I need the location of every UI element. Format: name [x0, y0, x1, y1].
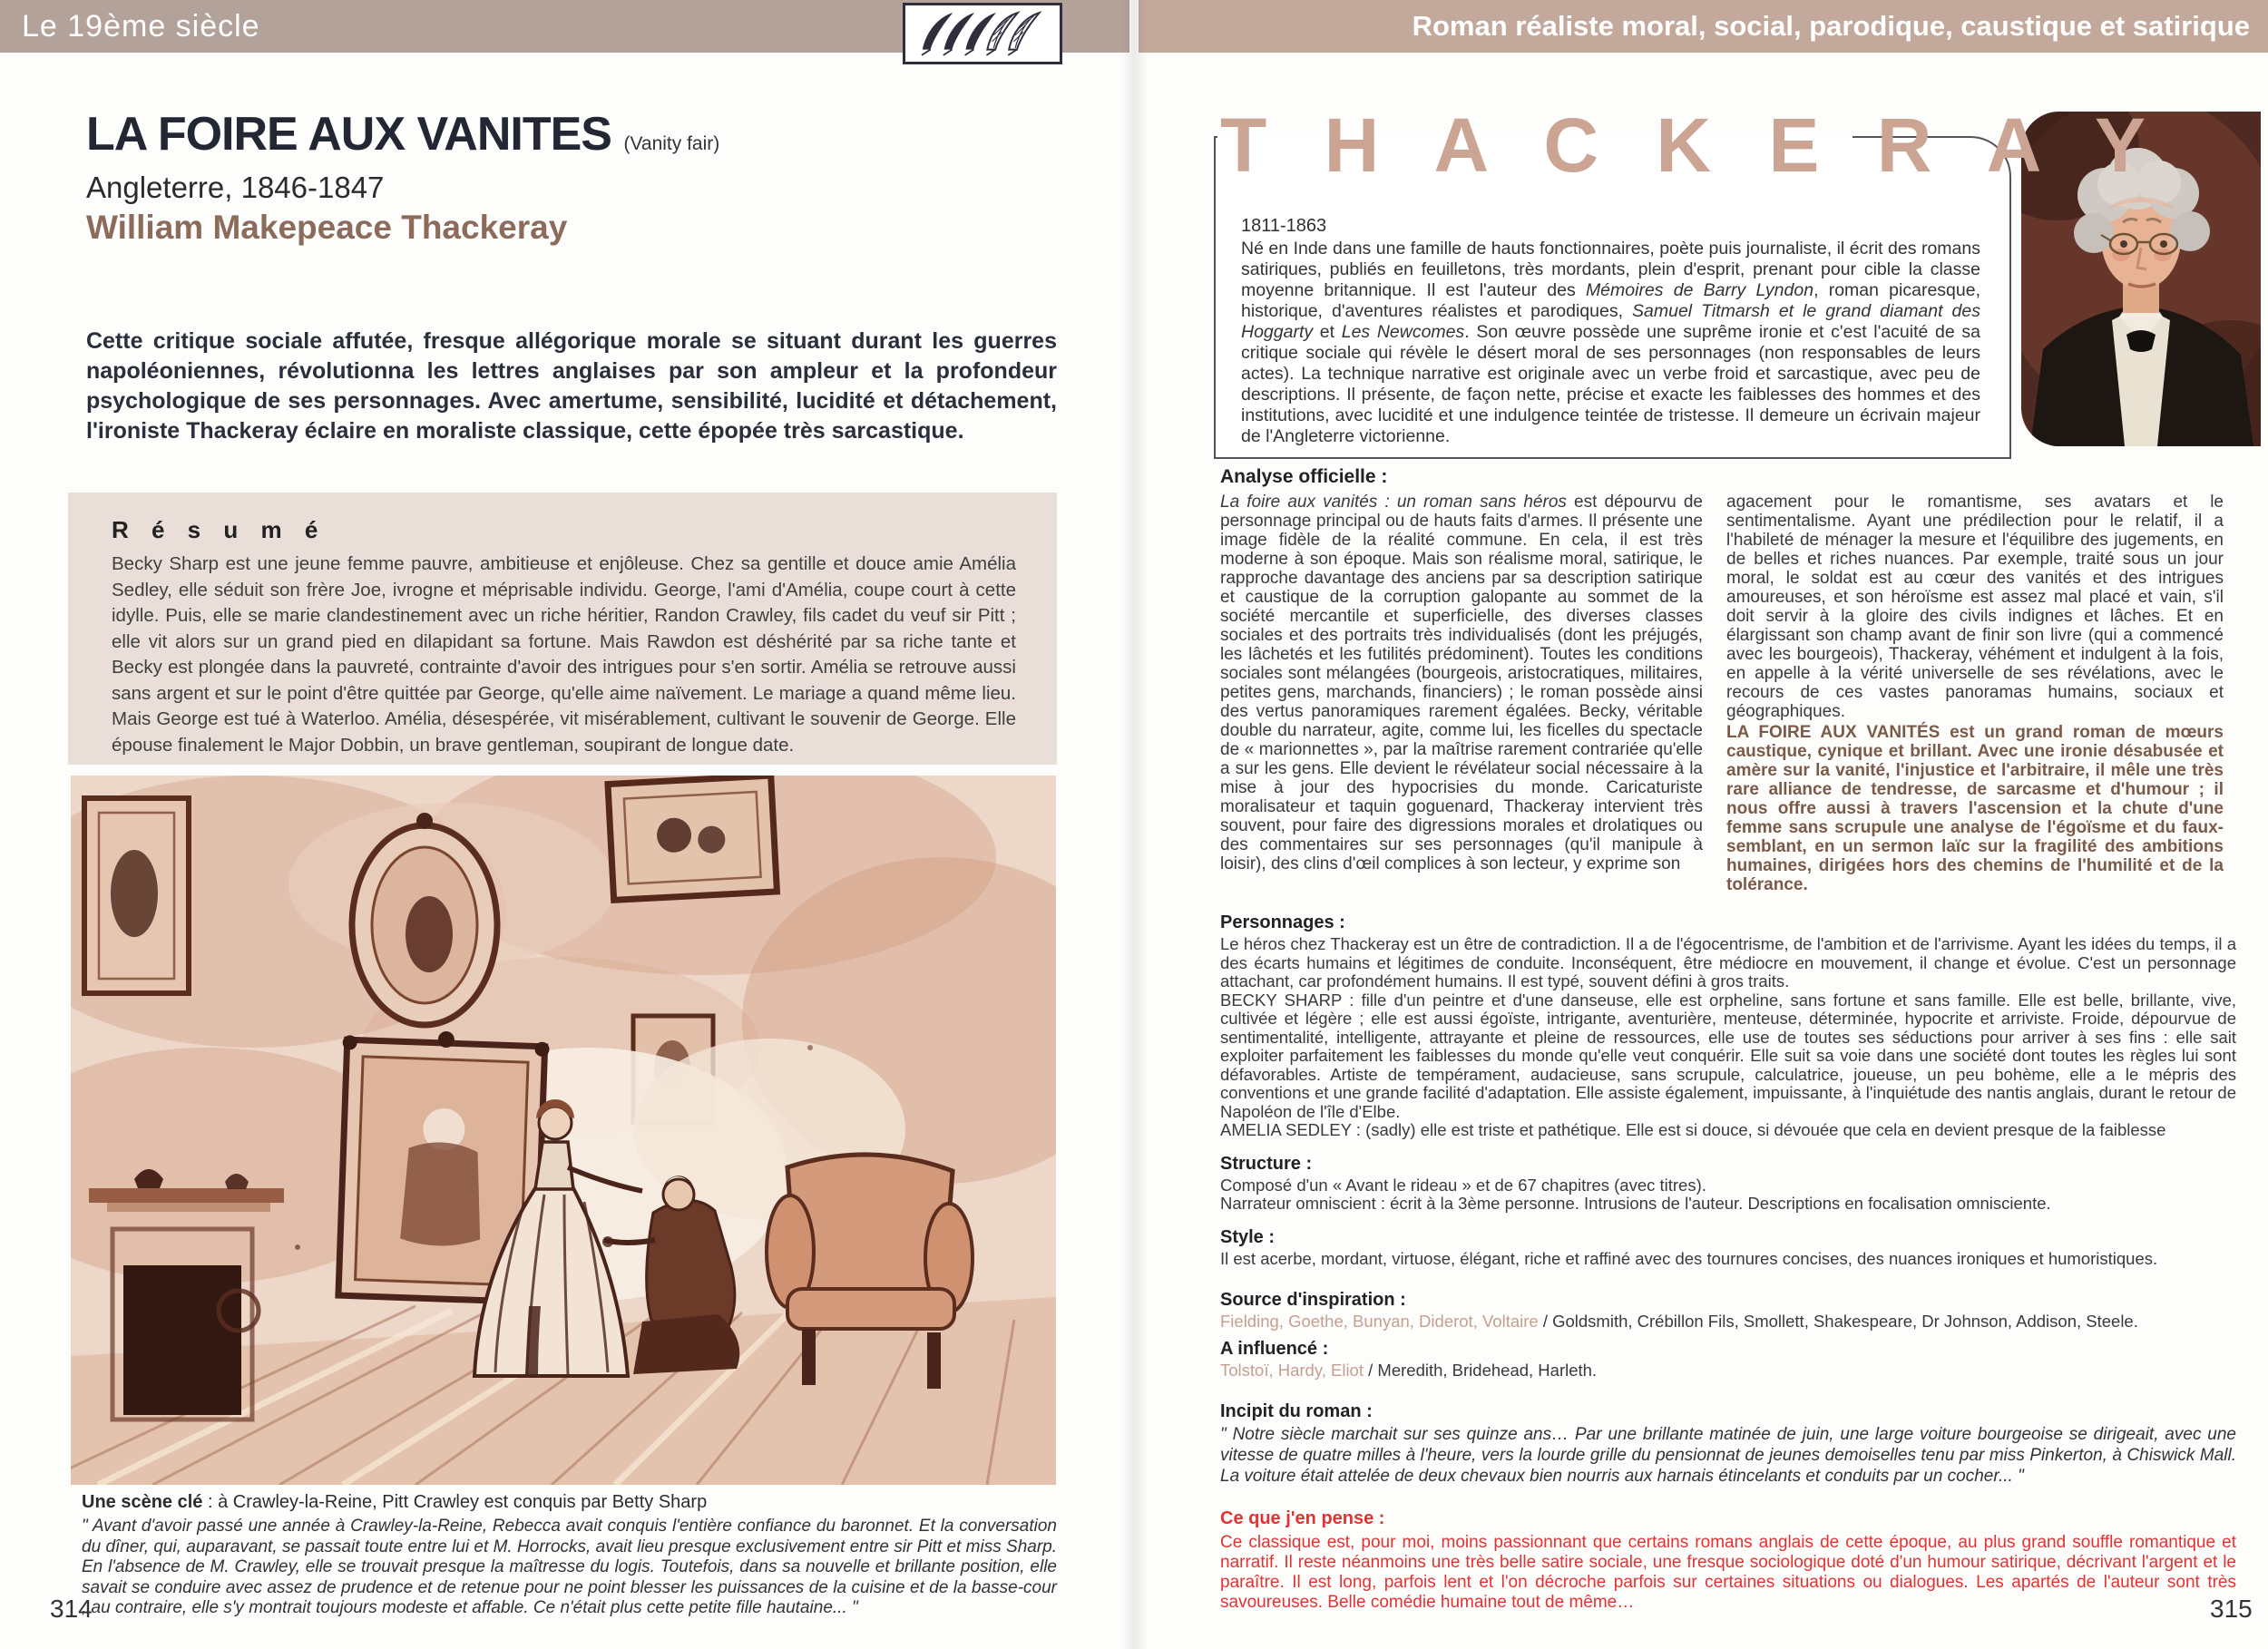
key-scene-caption [82, 1492, 1057, 1513]
characters-heading: Personnages : [1220, 912, 1345, 932]
key-scene-heading: Une scène clé [82, 1492, 203, 1512]
book-title-text: LA FOIRE AUX VANITES [86, 108, 611, 161]
bio-seg: et [1313, 322, 1342, 342]
bio-seg: . Son œuvre possède une suprême ironie et c'est l'acuité de sa critique sociale qui révèle le désert moral de ses personnages (non responsables de leurs actes). La technique narrative est originale avec un verbe froid et sarcastique, avec peu de descriptions. Il présente, de façon nette, précise et exacte les faiblesses des hommes et des institutions, avec lucidité et une indulgence teintée de tristesse. Il demeure un écrivain majeur de l'Angleterre victorienne. [1241, 322, 1980, 446]
intro-paragraph: Cette critique sociale affutée, fresque allégorique morale se situant durant les guerres napoléoniennes, révolutionna les lettres anglaises par son ampleur et la profondeur psychologique de ses personnages. Avec amertume, sensibilité, lucidité et détachement, l'ironiste Thackeray éclaire en moraliste classique, cette épopée très sarcastique. [86, 328, 1057, 444]
opinion-heading: Ce que j'en pense : [1220, 1508, 1385, 1528]
structure-line1: Composé d'un « Avant le rideau » et de 67 chapitres (avec titres). [1220, 1175, 1706, 1195]
biography-text [1241, 239, 1980, 447]
bio-title-italic: Mémoires de Barry Lyndon [1585, 280, 1814, 300]
influence-section [1220, 1339, 2236, 1381]
analysis-column-left [1220, 493, 1703, 873]
incipit-text: " Notre siècle marchait sur ses quinze ans… Par une brillante matinée de juin, une large voiture bourgeoise se dirigeait, avec une vitesse de quatre milles à l'heure, vers la lourde grille du pensionnat de jeunes demoiselles tenu par miss Pinkerton, à Chiswick Mall. La voiture était attelée de deux chevaux bien nourris aux harnais étincelants et conduits par un cocher... " [1220, 1425, 2236, 1486]
inspiration-heading: Source d'inspiration : [1220, 1290, 1406, 1310]
incipit-heading: Incipit du roman : [1220, 1401, 1373, 1421]
quill-feathers-logo [903, 3, 1062, 64]
analysis-col2-text: agacement pour le romantisme, ses avatars et le sentimentalisme. Ayant une prédilection pour le relatif, il a l'habileté de ménager la mesure et l'équilibre des jugements, en de belles et riches nuances. Par exemple, traité sous un jour moral, le soldat est au cœur des vanités et des intrigues amoureuses, et son héroïsme est assez mal placé et vain, s'il doit servir à la gloire des civils indignes et lâches. Et en élargissant son champ avant de finir son livre (qui a commencé avec les bourgeois), Thackeray, véhément et indulgent à la fois, en appelle à la vérité universelle de ses révélations, avec le recours de ces vastes panoramas humains, sociaux et géographiques. [1726, 493, 2224, 721]
influence-heading: A influencé : [1220, 1338, 1329, 1359]
biography-content [1241, 216, 1980, 447]
structure-line2: Narrateur omniscient : écrit à la 3ème personne. Intrusions de l'auteur. Descriptions en focalisation omnisciente. [1220, 1194, 2051, 1213]
inspiration-section [1220, 1290, 2236, 1332]
analysis-column-right [1726, 493, 2224, 894]
influence-text [1220, 1361, 2236, 1381]
lower-sections [1220, 912, 2236, 1613]
author-surname-title: T H A C K E R A Y [1220, 102, 2165, 188]
characters-section [1220, 912, 2236, 1140]
style-text: Il est acerbe, mordant, virtuose, élégant, riche et raffiné avec des tournures concises, des nuances ironiques et humoristiques. [1220, 1248, 2158, 1268]
illustration-sketch [71, 776, 1056, 1485]
page-number-right: 315 [2210, 1595, 2253, 1623]
key-scene-subheading: : à Crawley-la-Reine, Pitt Crawley est conquis par Betty Sharp [202, 1492, 708, 1512]
influence-highlight: Tolstoï, Hardy, Eliot [1220, 1360, 1364, 1380]
page-number-left: 314 [50, 1595, 93, 1623]
author-name: William Makepeace Thackeray [86, 209, 568, 246]
resume-heading: R é s u m é [112, 516, 327, 543]
quill-feathers-icon [914, 10, 1051, 57]
style-heading: Style : [1220, 1226, 1276, 1247]
structure-heading: Structure : [1220, 1153, 1313, 1174]
country-dates: Angleterre, 1846-1847 [86, 171, 385, 204]
characters-intro: Le héros chez Thackeray est un être de contradiction. Il a de l'égocentrisme, de l'ambition et de l'arrivisme. Ayant les idées du temps, il a des écarts humains et légitimes de conduite. Inconséquent, être médiocre en mouvement, il change et évolue. C'est un personnage attachant, car profondément humains. Il est typé, souvent défini à gros traits. [1220, 934, 2236, 990]
inspiration-rest: / Goldsmith, Crébillon Fils, Smollett, Shakespeare, Dr Johnson, Addison, Steele. [1538, 1312, 2138, 1331]
bio-seg: Né en Inde dans une famille de hauts fonctionnaires, poète puis journaliste, il écrit des romans satiriques, publiés en feuilletons, très mordants, plein d'esprit, prenant pour cible la classe moyenne britannique. Il est l'auteur des [1241, 239, 1980, 300]
character-becky: BECKY SHARP : fille d'un peintre et d'une danseuse, elle est orpheline, sans fortune et sans famille. Elle est belle, brillante, vive, cultivée et légère ; elle est aussi égoïste, intrigante, aventurière, menteuse, déterminée, hypocrite et arriviste. Froide, dépourvue de sentimentalité, intelligente, attrayante et pleine de ressources, elle use de toutes ses séductions pour arriver à ses fins : elle sait exploiter parfaitement les faiblesses du monde qu'elle veut conquérir. Elle suit sa voie dans une société dont toutes les règles lui sont défavorables. Artiste de tempérament, audacieuse, sans scrupule, calculatrice, joueuse, un peu bohème, elle a le mépris des conventions et une grande facilité d'adaptation. Elle assiste également, impuissante, à l'inquiétude des nantis anglais, durant le retour de Napoléon de l'île d'Elbe. [1220, 990, 2236, 1121]
resume-text: Becky Sharp est une jeune femme pauvre, ambitieuse et enjôleuse. Chez sa gentille et douce amie Amélia Sedley, elle séduit son frère Joe, ivrogne et méprisable individu. George, l'ami d'Amélia, coupe court à cette idylle. Puis, elle se marie clandestinement avec un riche héritier, Randon Crawley, fils cadet du veuf sir Pitt ; elle vit alors sur un grand pied en dilapidant sa fortune. Mais Rawdon est déshérité par sa riche tante et Becky est plongée dans la pauvreté, contrainte d'avoir des intrigues pour s'en sortir. Amélia se retrouve aussi sans argent et sur le point d'être quittée par George, qu'elle aime naïvement. Le mariage a quand même lieu. Mais George est tué à Waterloo. Amélia, désespérée, vit misérablement, cultivant le souvenir de George. Elle épouse finalement le Major Dobbin, un brave gentleman, soupirant de longue date. [112, 553, 1016, 756]
left-header-label: Le 19ème siècle [22, 8, 260, 44]
analysis-col2-bold-text: LA FOIRE AUX VANITÉS est un grand roman de mœurs caustique, cynique et brillant. Avec une ironie désabusée et amère sur la vanité, l'injustice et l'arbitraire, il mêle une très rare alliance de tendresse, de sarcasme et d'humour ; il nous offre aussi à travers l'ascension et la chute d'une femme sans scrupule une analyse de l'égoïsme et du faux-semblant, en un sermon laïc sur la fragilité des ambitions humaines, dirigées hors des chemins de l'humilité et de la tolérance. [1726, 723, 2224, 894]
author-dates: 1811-1863 [1241, 216, 1327, 236]
inspiration-highlight: Fielding, Goethe, Bunyan, Diderot, Voltaire [1220, 1312, 1539, 1331]
book-title-original: (Vanity fair) [623, 133, 720, 154]
influence-rest: / Meredith, Bridehead, Harleth. [1364, 1360, 1598, 1380]
analysis-lead-italic: La foire aux vanités : un roman sans héros [1220, 493, 1567, 512]
key-scene-block [82, 1492, 1057, 1619]
right-page-header-bar [1139, 0, 2268, 53]
structure-section [1220, 1154, 2236, 1214]
parlor-scene-drawing [71, 776, 1056, 1485]
analysis-heading: Analyse officielle : [1220, 466, 1388, 487]
style-section [1220, 1227, 2236, 1269]
resume-box [68, 493, 1057, 765]
inspiration-text [1220, 1312, 2236, 1332]
incipit-section [1220, 1401, 2236, 1487]
character-amelia: AMELIA SEDLEY : (sadly) elle est triste et pathétique. Elle est si douce, si dévouée que cela en devient presque de la faiblesse [1220, 1120, 2166, 1139]
bio-title-italic: Les Newcomes [1341, 322, 1465, 342]
opinion-text: Ce classique est, pour moi, moins passionnant que certains romans anglais de cette époque, au plus grand souffle romantique et narratif. Il reste néanmoins une très belle satire sociale, une fresque sociologique doté d'un humour satirique, décrivant l'argent et le paraître. Il est long, parfois lent et l'on décroche parfois sur certaines situations ou dialogues. Les apartés de l'auteur sont très savoureuses. Belle comédie humaine tout de même… [1220, 1533, 2236, 1612]
analysis-col1-text: est dépourvu de personnage principal ou de hauts faits d'armes. Il présente une image fidèle de la réalité commune. En cela, il est très moderne à son époque. Mais son réalisme moral, satirique, le rapproche davantage des anciens par sa description satirique et caustique de la corruption galopante au sommet de la société mercantile et superficielle, des diverses classes sociales et des portraits très individualisés (dont les préjugés, les lâchetés et les futilités prédominent). Toutes les conditions sociales sont mélangées (bourgeois, aristocratiques, militaires, petites gens, marchands, financiers) ; le roman possède ainsi des vertus panoramiques rarement égalées. Becky, véritable double du narrateur, agite, comme lui, les ficelles du spectacle de « marionnettes », par la maîtrise rarement contrariée qu'elle a sur les gens. Elle devient le révélateur social nécessaire à la mise à jour des hypocrisies du monde. Caricaturiste moralisateur et taquin goguenard, Thackeray intervient très souvent, pour faire des digressions morales et drolatiques ou des commentaires sur ses personnages (qu'il manipule à loisir), des clins d'œil complices à son lecteur, y exprime son [1220, 493, 1704, 873]
book-title [86, 107, 719, 161]
page-gutter [1120, 0, 1148, 1649]
bio-title-italic: Samuel Titmarsh et le grand diamant des Hoggarty [1241, 301, 1980, 342]
bio-seg: , roman picaresque, historique, d'aventures réalistes et parodiques, [1241, 280, 1980, 321]
opinion-section [1220, 1508, 2236, 1613]
key-scene-quote: " Avant d'avoir passé une année à Crawley-la-Reine, Rebecca avait conquis l'entière confiance du baronnet. Et la conversation du dîner, qui, auparavant, se passait toute entre lui et M. Horrocks, avait lieu presque exclusivement entre sir Pitt et miss Sharp. En l'absence de M. Crawley, elle se trouvait presque la maîtresse du logis. Toutefois, dans sa nouvelle et brillante position, elle savait se conduire avec assez de prudence et de retenue pour ne point blesser les puissances de la cuisine et de la basse-cour ; au contraire, elle s'y montrait toujours modeste et affable. Ce n'était plus cette petite fille hautaine... " [82, 1517, 1057, 1617]
right-header-label: Roman réaliste moral, social, parodique, caustique et satirique [1412, 10, 2250, 42]
